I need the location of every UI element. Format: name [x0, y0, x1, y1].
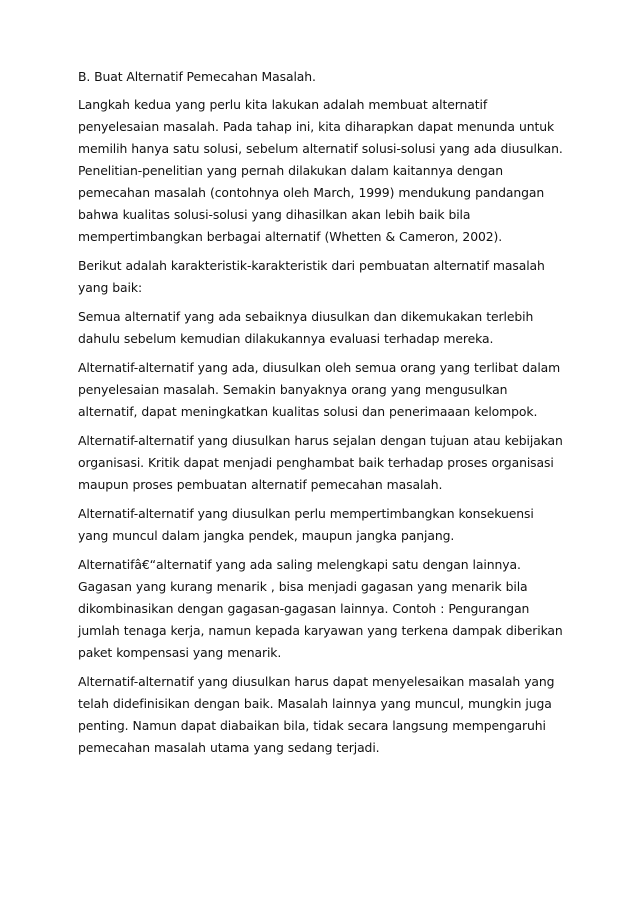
paragraph-point-4: Alternatif-alternatif yang diusulkan perlu mempertimbangkan konsekuensi yang muncul dalam jangka pendek, maupun jangka panjang.	[78, 506, 534, 543]
paragraph-intro: Langkah kedua yang perlu kita lakukan adalah membuat alternatif penyelesaian masalah. Pada tahap ini, kita diharapkan dapat menunda untuk memilih hanya satu solusi, sebelum alternatif solusi-solusi yang ada diusulkan. Penelitian-penelitian yang pernah dilakukan dalam kaitannya dengan pemecahan masalah (contohnya oleh March, 1999) mendukung pandangan bahwa kualitas solusi-solusi yang dihasilkan akan lebih baik bila mempertimbangkan berbagai alternatif (Whetten & Cameron, 2002).	[78, 97, 563, 244]
paragraph-point-5: Alternatifâ€“alternatif yang ada saling melengkapi satu dengan lainnya. Gagasan yang kurang menarik , bisa menjadi gagasan yang menarik bila dikombinasikan dengan gagasan-gagasan lainnya. Contoh : Pengurangan jumlah tenaga kerja, namun kepada karyawan yang terkena dampak diberikan paket kompensasi yang menarik.	[78, 557, 563, 660]
paragraph-point-6: Alternatif-alternatif yang diusulkan harus dapat menyelesaikan masalah yang telah didefinisikan dengan baik. Masalah lainnya yang muncul, mungkin juga penting. Namun dapat diabaikan bila, tidak secara langsung mempengaruhi pemecahan masalah utama yang sedang terjadi.	[78, 674, 555, 755]
paragraph-point-2: Alternatif-alternatif yang ada, diusulkan oleh semua orang yang terlibat dalam penyelesaian masalah. Semakin banyaknya orang yang mengusulkan alternatif, dapat meningkatkan kualitas solusi dan penerimaaan kelompok.	[78, 360, 561, 419]
section-heading: B. Buat Alternatif Pemecahan Masalah.	[78, 69, 316, 84]
paragraph-characteristics-lead: Berikut adalah karakteristik-karakteristik dari pembuatan alternatif masalah yang baik:	[78, 258, 545, 295]
document-body	[78, 66, 566, 766]
paragraph-point-3: Alternatif-alternatif yang diusulkan harus sejalan dengan tujuan atau kebijakan organisasi. Kritik dapat menjadi penghambat baik terhadap proses organisasi maupun proses pembuatan alternatif pemecahan masalah.	[78, 433, 563, 492]
paragraph-point-1: Semua alternatif yang ada sebaiknya diusulkan dan dikemukakan terlebih dahulu sebelum kemudian dilakukannya evaluasi terhadap mereka.	[78, 309, 534, 346]
